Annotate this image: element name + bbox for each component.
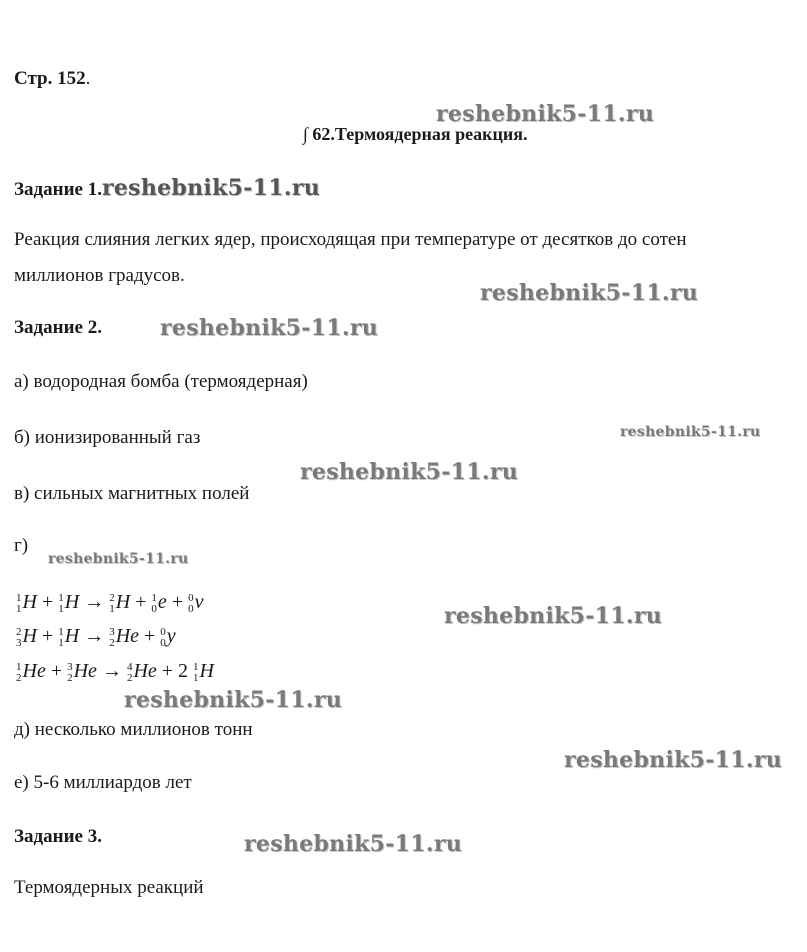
nuclide-indices — [58, 627, 64, 649]
task2-item-d: д) несколько миллионов тонн — [14, 719, 253, 740]
charge-number: 1 — [109, 603, 115, 616]
charge-number: 1 — [58, 603, 64, 616]
nuclide-indices — [188, 593, 194, 615]
watermark: reshebnik5-11.ru — [124, 687, 343, 713]
equation-operator: + — [36, 625, 59, 647]
charge-number: 2 — [67, 672, 73, 685]
nuclide-indices — [16, 627, 22, 649]
equation-operator: + 2 — [156, 660, 194, 682]
task2-item-e: е) 5-6 миллиардов лет — [14, 772, 192, 793]
section-title: ∫ 62.Термоядерная реакция. — [303, 124, 528, 144]
mass-number: 0 — [188, 592, 194, 605]
charge-number: 2 — [16, 672, 22, 685]
watermark: reshebnik5-11.ru — [160, 315, 379, 341]
nuclide-symbol: H — [22, 625, 37, 647]
watermark: reshebnik5-11.ru — [101, 175, 321, 201]
watermark: reshebnik5-11.ru — [444, 603, 663, 629]
equation-operator: + — [166, 591, 189, 613]
watermark: reshebnik5-11.ru — [480, 280, 699, 306]
watermark: reshebnik5-11.ru — [244, 831, 463, 857]
charge-number: 1 — [193, 672, 199, 685]
watermark: reshebnik5-11.ru — [564, 747, 783, 773]
task1-answer-line2: миллионов градусов. — [14, 265, 185, 286]
equation-operator: → — [79, 625, 110, 647]
task2-heading: Задание 2. — [14, 317, 102, 338]
mass-number: 1 — [58, 626, 64, 639]
task1-answer-line1: Реакция слияния легких ядер, происходящая при температуре от десятков до сотен — [14, 229, 687, 250]
equation-operator: → — [79, 591, 110, 613]
charge-number: 1 — [58, 637, 64, 650]
charge-number: 0 — [188, 603, 194, 616]
nuclear-equation-1 — [16, 591, 203, 614]
task3-answer: Термоядерных реакций — [14, 877, 204, 898]
mass-number: 1 — [58, 592, 64, 605]
nuclide-indices — [16, 662, 22, 684]
nuclide-indices — [109, 593, 115, 615]
mass-number: 1 — [16, 592, 22, 605]
mass-number: 1 — [151, 592, 157, 605]
mass-number: 2 — [16, 626, 22, 639]
equation-operator: + — [139, 625, 161, 647]
mass-number: 4 — [126, 661, 133, 674]
watermark: reshebnik5-11.ru — [48, 551, 189, 567]
nuclide-symbol: He — [73, 660, 97, 682]
nuclide-symbol: H — [22, 591, 37, 613]
nuclide-indices — [160, 627, 166, 649]
equation-operator: → — [96, 660, 127, 682]
charge-number: 1 — [16, 603, 22, 616]
nuclide-symbol: H — [64, 625, 80, 647]
charge-number: 0 — [151, 603, 157, 616]
equation-operator: + — [130, 591, 152, 613]
nuclide-indices — [109, 627, 115, 649]
task2-item-v: в) сильных магнитных полей — [14, 483, 250, 504]
nuclide-indices — [127, 662, 133, 684]
nuclide-symbol: v — [194, 591, 204, 613]
mass-number: 2 — [109, 592, 115, 605]
nuclide-indices — [58, 593, 64, 615]
task2-item-b: б) ионизированный газ — [14, 427, 201, 448]
nuclide-indices — [16, 593, 22, 615]
charge-number: 2 — [109, 637, 115, 650]
nuclide-indices — [193, 662, 199, 684]
task1-heading: Задание 1.reshebnik5-11.ru — [14, 175, 321, 201]
charge-number: 3 — [16, 637, 22, 650]
task3-heading: Задание 3. — [14, 826, 102, 847]
task2-item-a: а) водородная бомба (термоядерная) — [14, 371, 308, 392]
page-number: Стр. 152. — [14, 68, 91, 89]
mass-number: 1 — [16, 661, 22, 674]
mass-number: 0 — [160, 626, 166, 639]
nuclide-symbol: He — [115, 625, 140, 647]
mass-number: 1 — [193, 661, 199, 674]
nuclide-symbol: He — [22, 660, 46, 682]
nuclear-equation-2 — [16, 625, 176, 648]
charge-number: 0 — [160, 637, 166, 650]
nuclide-symbol: H — [115, 591, 131, 613]
watermark: reshebnik5-11.ru — [300, 459, 519, 485]
mass-number: 3 — [67, 661, 73, 674]
nuclide-indices — [67, 662, 73, 684]
task2-item-g: г) — [14, 535, 29, 556]
nuclear-equation-3 — [16, 660, 214, 683]
nuclide-symbol: H — [199, 660, 214, 682]
nuclide-symbol: y — [166, 625, 176, 647]
equation-operator: + — [45, 660, 68, 682]
equation-operator: + — [36, 591, 59, 613]
charge-number: 2 — [126, 672, 133, 685]
nuclide-symbol: H — [64, 591, 80, 613]
mass-number: 3 — [109, 626, 115, 639]
nuclide-indices — [151, 593, 157, 615]
nuclide-symbol: He — [133, 660, 157, 682]
nuclide-symbol: e — [157, 591, 167, 613]
watermark: reshebnik5-11.ru — [436, 101, 655, 127]
watermark: reshebnik5-11.ru — [620, 424, 761, 440]
